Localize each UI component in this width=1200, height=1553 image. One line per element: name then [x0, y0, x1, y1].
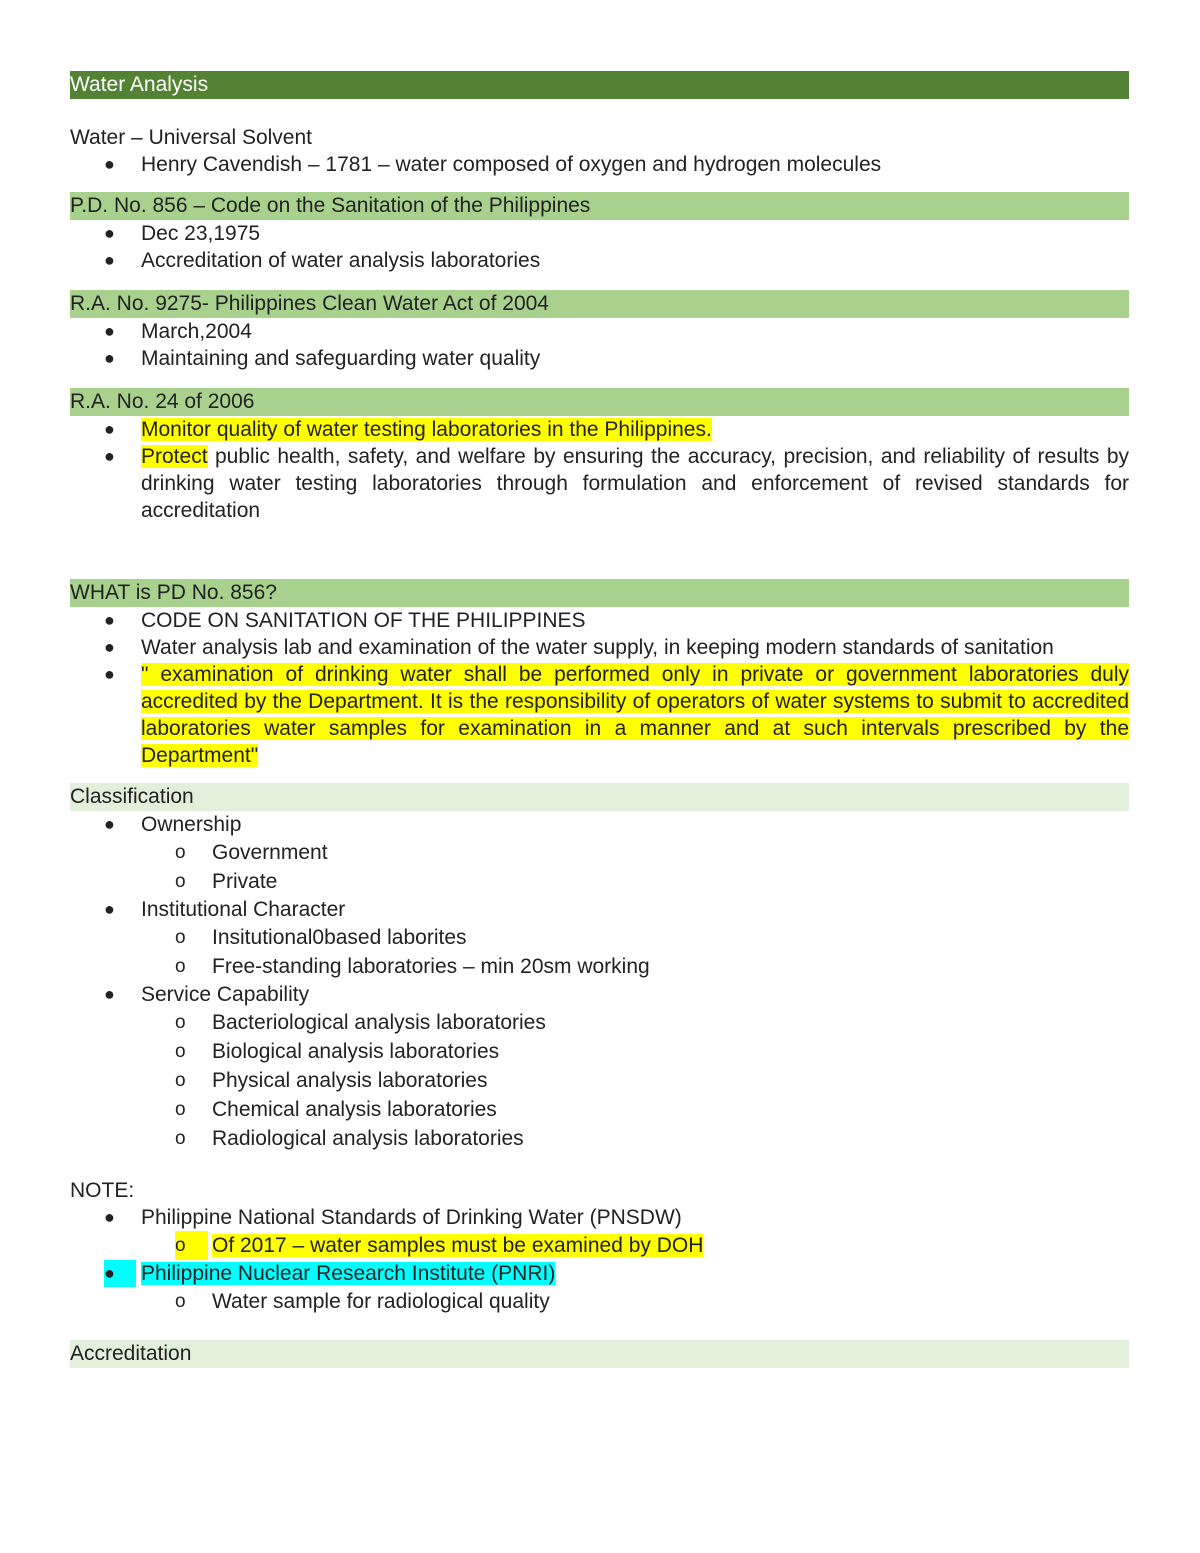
note-heading: NOTE:: [70, 1179, 135, 1202]
note-list: [70, 1204, 1129, 1316]
sub-list: [141, 838, 1129, 896]
intro-heading: Water – Universal Solvent: [70, 126, 312, 149]
circle-bullet-icon: o: [175, 956, 186, 977]
classification-list: [70, 811, 1129, 1153]
sub-list: [141, 1287, 1129, 1316]
bullet-icon: ●: [104, 321, 115, 341]
sub-list-item: o Chemical analysis laboratories: [70, 1095, 1129, 1124]
list-item: ● Protect public health, safety, and welfare by ensuring the accuracy, precision, and reliability of results by drinking water testing laboratories through formulation and enforcement of revised standards for accreditation: [104, 445, 1129, 522]
intro-list: [70, 151, 1129, 178]
highlighted-text: Protect: [141, 445, 208, 468]
sub-list-item: o Biological analysis laboratories: [70, 1037, 1129, 1066]
section-heading-what-pd: WHAT is PD No. 856?: [70, 579, 1129, 607]
bullet-icon: ●: [104, 610, 115, 630]
highlighted-quote: " examination of drinking water shall be performed only in private or government laboratories duly accredited by the Department. It is the responsibility of operators of water systems to submit to accredited laboratories water samples for examination in a manner and at such intervals prescribed by the Department": [141, 663, 1129, 767]
circle-bullet-icon: o: [175, 1012, 186, 1033]
list-item: [70, 1260, 1129, 1316]
list-item: ● Accreditation of water analysis laboratories: [104, 249, 541, 272]
list-item: ● Water analysis lab and examination of the water supply, in keeping modern standards of sanitation: [104, 636, 1054, 659]
document-page: [70, 71, 1129, 1368]
list-item: ● Maintaining and safeguarding water quality: [104, 347, 541, 370]
circle-bullet-icon: o: [175, 927, 186, 948]
sub-list-item: o Physical analysis laboratories: [70, 1066, 1129, 1095]
bullet-icon: ●: [104, 419, 115, 439]
sub-list: [141, 923, 1129, 981]
bullet-icon: ●: [104, 223, 115, 243]
circle-bullet-icon: o: [175, 1070, 186, 1091]
sub-list-item: o Private: [70, 867, 1129, 896]
list-item: ● March,2004: [104, 320, 252, 343]
list-item: ● Ownership o Government o Private: [70, 811, 1129, 896]
list-item: [70, 416, 1129, 443]
bullet-icon: ●: [104, 664, 115, 684]
list-item: ● Dec 23,1975: [104, 222, 261, 245]
what-pd-list: [70, 607, 1129, 769]
circle-bullet-icon: o: [175, 1231, 208, 1260]
list-item: ● Institutional Character o Insitutional0based laborites o Free-standing laboratories – min 20sm working: [70, 896, 1129, 981]
circle-bullet-icon: o: [175, 1128, 186, 1149]
sub-list-item: o Water sample for radiological quality: [70, 1287, 1129, 1316]
section-heading-ra24: R.A. No. 24 of 2006: [70, 388, 1129, 416]
circle-bullet-icon: o: [175, 871, 186, 892]
sub-list-item: o Radiological analysis laboratories: [70, 1124, 1129, 1153]
bullet-icon: ●: [104, 1260, 136, 1287]
section-heading-classification: Classification: [70, 783, 1129, 811]
bullet-icon: ●: [104, 1207, 115, 1227]
bullet-icon: ●: [104, 984, 115, 1004]
bullet-icon: ●: [104, 348, 115, 368]
section-heading-ra9275: R.A. No. 9275- Philippines Clean Water Act of 2004: [70, 290, 1129, 318]
sub-list-item: o Government: [70, 838, 1129, 867]
list-item: ● CODE ON SANITATION OF THE PHILIPPINES: [104, 609, 586, 632]
circle-bullet-icon: o: [175, 1041, 186, 1062]
bullet-icon: ●: [104, 446, 115, 466]
bullet-icon: ●: [104, 154, 115, 174]
bullet-icon: ●: [104, 250, 115, 270]
section-heading-pd856: P.D. No. 856 – Code on the Sanitation of the Philippines: [70, 192, 1129, 220]
highlighted-text: Monitor quality of water testing laboratories in the Philippines.: [141, 418, 712, 441]
section-heading-accreditation: Accreditation: [70, 1340, 1129, 1368]
list-item: ● Henry Cavendish – 1781 – water composed of oxygen and hydrogen molecules: [104, 153, 882, 176]
highlighted-text: Of 2017 – water samples must be examined by DOH: [212, 1234, 704, 1257]
circle-bullet-icon: o: [175, 1099, 186, 1120]
list-item: [70, 661, 1129, 769]
sub-list-item: o Insitutional0based laborites: [70, 923, 1129, 952]
sub-list-item: o Bacteriological analysis laboratories: [70, 1008, 1129, 1037]
list-item: ● Philippine National Standards of Drinking Water (PNSDW) o Of 2017 – water samples must be examined by DOH: [70, 1204, 1129, 1260]
bullet-icon: ●: [104, 637, 115, 657]
sub-list: [141, 1008, 1129, 1153]
highlighted-text: Philippine Nuclear Research Institute (PNRI): [141, 1262, 556, 1285]
bullet-icon: ●: [104, 899, 115, 919]
circle-bullet-icon: o: [175, 1291, 186, 1312]
ra24-list: [70, 416, 1129, 524]
pd856-list: [70, 220, 1129, 274]
sub-list-item: [70, 1231, 1129, 1260]
list-item: ● Service Capability o Bacteriological analysis laboratories o Biological analysis laboratories o Physical analysis laboratories o Chemical analysis laboratories o Radiological analysis laboratories: [70, 981, 1129, 1153]
circle-bullet-icon: o: [175, 842, 186, 863]
sub-list-item: o Free-standing laboratories – min 20sm working: [70, 952, 1129, 981]
sub-list: [141, 1231, 1129, 1260]
ra9275-list: [70, 318, 1129, 372]
document-title: Water Analysis: [70, 71, 1129, 99]
bullet-icon: ●: [104, 814, 115, 834]
